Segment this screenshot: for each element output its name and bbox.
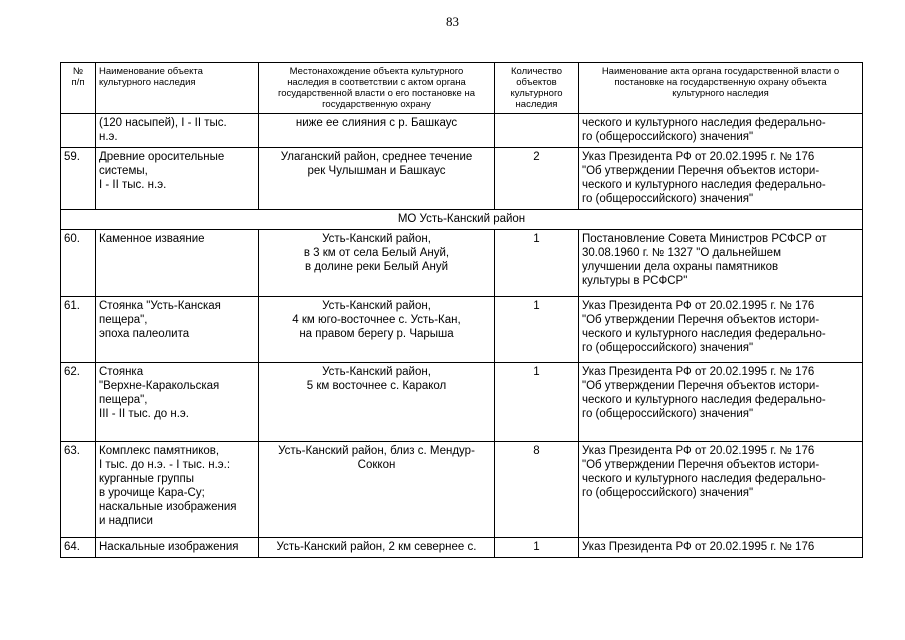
text-line: го (общероссийского) значения" [582, 131, 754, 143]
text-line: на правом берегу р. Чарыша [299, 328, 454, 340]
text-line: ческого и культурного наследия федерально- [582, 473, 826, 485]
text-line: "Об утверждении Перечня объектов истори- [582, 314, 820, 326]
text-line: "Верхне-Каракольская [99, 380, 220, 392]
text-line: п/п [71, 77, 85, 88]
text-line: Усть-Канский район, 2 км севернее с. [276, 541, 477, 553]
row-number [61, 114, 96, 148]
row-number: 59. [61, 148, 96, 210]
count-cell: 1 [495, 363, 579, 442]
text-line: ческого и культурного наследия федерально- [582, 179, 826, 191]
act-cell [579, 297, 863, 363]
text-line: Постановление Совета Министров РСФСР от [582, 233, 827, 245]
text-line: Наименование акта органа государственной власти о [601, 66, 840, 77]
row-number: 63. [61, 442, 96, 538]
text-line: (120 насыпей), I - II тыс. [99, 117, 227, 129]
text-line: 30.08.1960 г. № 1327 "О дальнейшем [582, 247, 781, 259]
table-row [61, 297, 863, 363]
district-heading: МО Усть-Канский район [61, 210, 863, 230]
count-cell: 2 [495, 148, 579, 210]
text-line: рек Чулышман и Башкаус [307, 165, 446, 177]
text-line: Местонахождение объекта культурного [289, 66, 464, 77]
text-line: Наскальные изображения [99, 541, 239, 553]
text-line: и надписи [99, 515, 153, 527]
text-line: "Об утверждении Перечня объектов истори- [582, 380, 820, 392]
location-cell [259, 363, 495, 442]
act-cell [579, 538, 863, 558]
count-cell: 1 [495, 297, 579, 363]
text-line: го (общероссийского) значения" [582, 342, 754, 354]
table-header-row [61, 63, 863, 114]
text-line: курганные группы [99, 473, 195, 485]
object-name-cell [96, 114, 259, 148]
text-line: № [72, 66, 84, 77]
text-line: го (общероссийского) значения" [582, 193, 754, 205]
text-line: Наименование объекта [99, 66, 203, 77]
location-cell [259, 148, 495, 210]
location-cell [259, 538, 495, 558]
text-line: культуры в РСФСР" [582, 275, 688, 287]
location-cell [259, 114, 495, 148]
text-line: Усть-Канский район, близ с. Мендур- [278, 445, 475, 457]
table-row [61, 114, 863, 148]
text-line: наскальные изображения [99, 501, 237, 513]
text-line: 4 км юго-восточнее с. Усть-Кан, [292, 314, 461, 326]
text-line: объектов [516, 77, 557, 88]
text-line: постановке на государственную охрану объекта [614, 77, 827, 88]
table-row [61, 363, 863, 442]
text-line: Стоянка [99, 366, 144, 378]
text-line: в долине реки Белый Ануй [304, 261, 449, 273]
row-number: 62. [61, 363, 96, 442]
table-row [61, 538, 863, 558]
table-row [61, 148, 863, 210]
text-line: культурного наследия [672, 88, 769, 99]
text-line: Указ Президента РФ от 20.02.1995 г. № 176 [582, 151, 815, 163]
object-name-cell [96, 297, 259, 363]
heritage-table [60, 62, 863, 558]
text-line: наследия [515, 99, 558, 110]
row-number: 60. [61, 230, 96, 297]
text-line: Улаганский район, среднее течение [280, 151, 473, 163]
text-line: Усть-Канский район, [322, 366, 431, 378]
text-line: ческого и культурного наследия федерально- [582, 394, 826, 406]
table-row [61, 230, 863, 297]
act-cell [579, 230, 863, 297]
text-line: н.э. [99, 131, 118, 143]
count-cell: 1 [495, 230, 579, 297]
text-line: I тыс. до н.э. - I тыс. н.э.: [99, 459, 231, 471]
text-line: Стоянка "Усть-Канская [99, 300, 221, 312]
count-cell: 1 [495, 538, 579, 558]
text-line: ческого и культурного наследия федерально- [582, 328, 826, 340]
object-name-cell [96, 230, 259, 297]
text-line: улучшении дела охраны памятников [582, 261, 779, 273]
text-line: Указ Президента РФ от 20.02.1995 г. № 176 [582, 366, 815, 378]
text-line: государственной власти о его постановке на [278, 88, 475, 99]
object-name-cell [96, 363, 259, 442]
text-line: го (общероссийского) значения" [582, 487, 754, 499]
header-act [579, 63, 863, 114]
text-line: Древние оросительные [99, 151, 225, 163]
page-number: 83 [446, 14, 459, 29]
header-number [61, 63, 96, 114]
text-line: системы, [99, 165, 148, 177]
text-line: го (общероссийского) значения" [582, 408, 754, 420]
row-number: 64. [61, 538, 96, 558]
object-name-cell [96, 148, 259, 210]
header-location [259, 63, 495, 114]
header-object-name [96, 63, 259, 114]
text-line: Комплекс памятников, [99, 445, 220, 457]
text-line: в 3 км от села Белый Ануй, [303, 247, 450, 259]
text-line: Указ Президента РФ от 20.02.1995 г. № 176 [582, 300, 815, 312]
text-line: 5 км восточнее с. Каракол [306, 380, 447, 392]
text-line: эпоха палеолита [99, 328, 190, 340]
table-row [61, 442, 863, 538]
text-line: наследия в соответствии с актом органа [287, 77, 466, 88]
text-line: Усть-Канский район, [322, 300, 431, 312]
act-cell [579, 363, 863, 442]
header-count [495, 63, 579, 114]
text-line: пещера", [99, 314, 148, 326]
text-line: III - II тыс. до н.э. [99, 408, 189, 420]
text-line: ниже ее слияния с р. Башкаус [295, 117, 458, 129]
row-number: 61. [61, 297, 96, 363]
location-cell [259, 297, 495, 363]
text-line: культурного наследия [99, 77, 196, 88]
text-line: Количество [510, 66, 563, 77]
text-line: Указ Президента РФ от 20.02.1995 г. № 176 [582, 445, 815, 457]
act-cell [579, 148, 863, 210]
district-row [61, 210, 863, 230]
text-line: культурного [510, 88, 563, 99]
text-line: государственную охрану [322, 99, 431, 110]
text-line: Усть-Канский район, [322, 233, 431, 245]
text-line: Соккон [357, 459, 396, 471]
text-line: I - II тыс. н.э. [99, 179, 167, 191]
count-cell [495, 114, 579, 148]
text-line: "Об утверждении Перечня объектов истори- [582, 165, 820, 177]
text-line: "Об утверждении Перечня объектов истори- [582, 459, 820, 471]
object-name-cell [96, 538, 259, 558]
count-cell: 8 [495, 442, 579, 538]
text-line: Указ Президента РФ от 20.02.1995 г. № 176 [582, 541, 815, 553]
location-cell [259, 442, 495, 538]
act-cell [579, 442, 863, 538]
text-line: пещера", [99, 394, 148, 406]
object-name-cell [96, 442, 259, 538]
text-line: Каменное изваяние [99, 233, 205, 245]
location-cell [259, 230, 495, 297]
act-cell [579, 114, 863, 148]
text-line: ческого и культурного наследия федерально- [582, 117, 826, 129]
text-line: в урочище Кара-Су; [99, 487, 205, 499]
